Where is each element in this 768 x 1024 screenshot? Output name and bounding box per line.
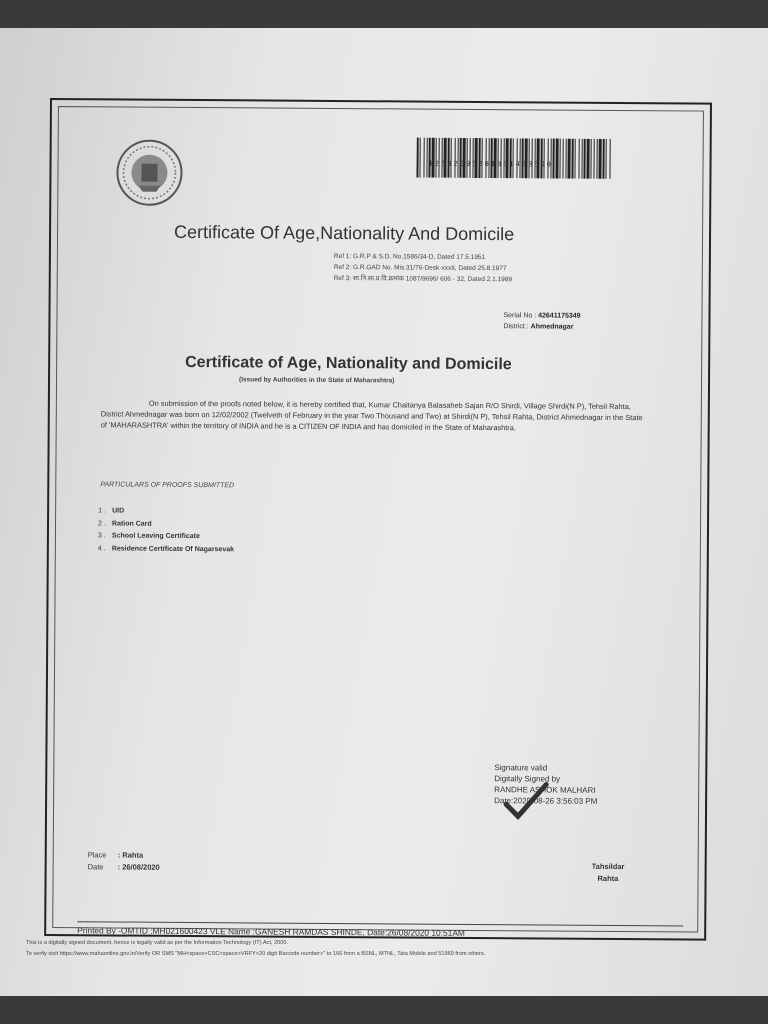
list-item xyxy=(98,518,234,531)
reference-line: Ref 2: G.R.GAD No. Mis.31/76-Desk-xxxII, Dated 25.8.1977 xyxy=(333,263,507,273)
certificate-title: Certificate of Age, Nationality and Domicile xyxy=(185,353,512,374)
footnote-line: This is a digitally signed document, hence is legally valid as per the Information Technology (IT) Act, 2000. xyxy=(26,940,289,946)
certificate-frame xyxy=(44,98,712,941)
district-label: District xyxy=(503,323,525,331)
date-value: : 26/08/2020 xyxy=(117,862,160,872)
signature-check-icon xyxy=(502,780,550,822)
item-label: School Leaving Certificate xyxy=(111,532,200,541)
list-item xyxy=(98,505,234,518)
barcode-icon xyxy=(416,138,612,179)
printed-by-line: Printed By -OMTID :MH021600423 VLE Name :GANESH RAMDAS SHINDE, Date:26/08/2020 10:51AM xyxy=(77,921,683,939)
particulars-heading: PARTICULARS OF PROOFS SUBMITTED xyxy=(100,481,235,490)
footnote xyxy=(26,938,726,960)
item-label: UID xyxy=(112,507,125,515)
tahsildar-title: Tahsildar xyxy=(591,861,625,872)
place-label: Place xyxy=(87,850,107,860)
certificate-issued-by: (Issued by Authorities in the State of Maharashtra) xyxy=(239,376,395,385)
item-number: 4 . xyxy=(97,544,106,552)
footnote-line: To verify visit https://www.mahaonline.gov.in/Verify OR SMS "MH<space>CSC<space>VRFY<20 digit Barcode number>" to 166 from a BSNL, MTNL, Tata Mobile and 51969 from others. xyxy=(26,951,486,957)
list-item xyxy=(98,543,234,556)
proofs-list xyxy=(98,505,235,556)
government-seal-icon xyxy=(114,137,184,207)
reference-line: Ref 1: G.R.P & S.D. No.1586/34-D, Dated 17.5.1951 xyxy=(333,252,486,262)
tahsildar-block xyxy=(592,861,625,885)
signature-date: Date:2020-08-26 3:56:03 PM xyxy=(494,796,598,806)
signature-line: Digitally Signed by xyxy=(494,774,561,784)
signature-signer: RANDHE ASHOK MALHARI xyxy=(494,785,596,795)
item-number: 2 . xyxy=(98,519,106,527)
district-value: Ahmednagar xyxy=(530,323,574,331)
list-item xyxy=(98,530,234,543)
item-label: Residence Certificate Of Nagarsevak xyxy=(111,544,235,553)
certificate-body: On submission of the proofs noted below, it is hereby certified that, Kumar Chaitanya Balasaheb Sajan R/O Shirdi, Village Shirdi(N P), Tehsil Rahta, District Ahmednagar was born on 12/02/2002 (Twelveth of February in the year Two Thousand and Two) at Shirdi(N P), Tehsil Rahta, District Ahmednagar in the State of 'MAHARASHTRA' within the territory of INDIA and he is a CITIZEN OF INDIA and has domiciled in the State of Maharashtra. xyxy=(100,398,643,433)
serial-value: 42641175349 xyxy=(538,312,581,320)
item-number: 1 . xyxy=(98,507,106,515)
date-label: Date xyxy=(87,862,104,872)
item-number: 3 . xyxy=(97,532,106,540)
certificate-inner-border xyxy=(52,106,704,938)
serial-label: Serial No xyxy=(503,312,533,320)
references xyxy=(334,251,512,285)
tahsildar-office: Rahta xyxy=(597,873,619,883)
document-page xyxy=(0,28,768,996)
page-title: Certificate Of Age,Nationality And Domicile xyxy=(173,221,515,245)
place-date-block xyxy=(88,849,160,874)
place-value: : Rahta xyxy=(117,850,144,860)
reference-line: Ref 3: शा.नि.सा.प्र.वि.क्रमांक 1087/9696/ 606 - 32, Dated 2.1.1989 xyxy=(333,274,513,284)
item-label: Ration Card xyxy=(112,519,152,528)
signature-valid-text: Signature valid xyxy=(494,763,548,773)
serial-block: Serial No : 42641175349 District : Ahmednagar xyxy=(503,312,581,331)
barcode-number: 12532006201001458690 xyxy=(428,159,553,169)
